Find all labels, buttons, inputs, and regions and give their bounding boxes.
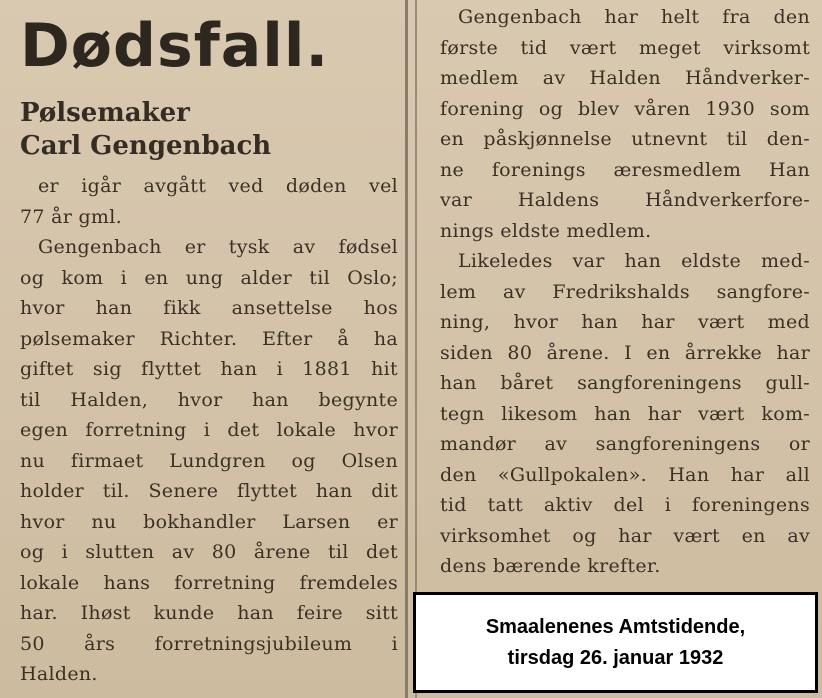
text-line: medlem av Halden Håndverker- [440, 67, 810, 89]
caption-date: tirsdag 26. januar 1932 [507, 646, 724, 669]
text-line: hvor nu bokhandler Larsen er [20, 510, 398, 533]
caption-newspaper: Smaalenenes Amtstidende, [485, 615, 746, 638]
text-line: han båret sangforeningens gull- [440, 372, 810, 394]
text-line: holder til. Senere flyttet han dit [20, 480, 398, 502]
text-line: tid tatt aktiv del i foreningens [440, 494, 810, 516]
left-column [0, 0, 408, 698]
text-line: nings eldste medlem. [440, 219, 652, 242]
text-line: og kom i en ung alder til Oslo; [20, 266, 398, 289]
text-line: forening og blev våren 1930 som [440, 97, 810, 120]
text-line: var Haldens Håndverkerfore- [440, 189, 810, 211]
text-line: Halden. [20, 663, 98, 685]
subhead-line: Carl Gengenbach [20, 131, 272, 161]
text-line: Gengenbach er tysk av fødsel [38, 236, 398, 258]
text-line: dens bærende krefter. [440, 555, 661, 577]
text-line: Likeledes var han eldste med- [458, 250, 810, 272]
text-line: pølsemaker Richter. Efter å ha [20, 327, 398, 350]
text-line: har. Ihøst kunde han feire sitt [20, 602, 398, 624]
text-line: lem av Fredrikshalds sangfore- [440, 280, 810, 303]
right-body-text [440, 2, 810, 582]
text-line: virksomhet og har vært en av [440, 524, 810, 547]
text-line: hvor han fikk ansettelse hos [20, 297, 398, 319]
text-line: tegn likesom han har vært kom- [440, 402, 810, 425]
left-body-text [20, 171, 398, 690]
text-line: siden 80 årene. I en årrekke har [440, 341, 810, 364]
text-line: til Halden, hvor han begynte [20, 388, 398, 411]
text-line: nu firmaet Lundgren og Olsen [20, 449, 398, 472]
text-line: ne forenings æresmedlem Han [440, 158, 810, 181]
text-line: ning, hvor han har vært med [440, 311, 810, 333]
text-line: den «Gullpokalen». Han har all [440, 463, 810, 486]
text-line: er igår avgått ved døden vel [38, 175, 398, 197]
text-line: lokale hans forretning fremdeles [20, 571, 398, 594]
subhead-line: Pølsemaker [20, 98, 190, 128]
article-subhead [20, 97, 271, 163]
text-line: giftet sig flyttet han i 1881 hit [20, 358, 398, 380]
text-line: og i slutten av 80 årene til det [20, 541, 398, 563]
text-line: mandør av sangforeningens or [440, 433, 810, 455]
text-line: egen forretning i det lokale hvor [20, 419, 398, 441]
text-line: første tid vært meget virksomt [440, 36, 810, 59]
text-line: 50 års forretningsjubileum i [20, 632, 398, 655]
article-title: Dødsfall. [20, 11, 330, 81]
text-line: 77 år gml. [20, 205, 122, 228]
text-line: Gengenbach har helt fra den [458, 6, 810, 28]
source-caption [413, 592, 818, 693]
text-line: en påskjønnelse utnevnt til den- [440, 128, 810, 150]
